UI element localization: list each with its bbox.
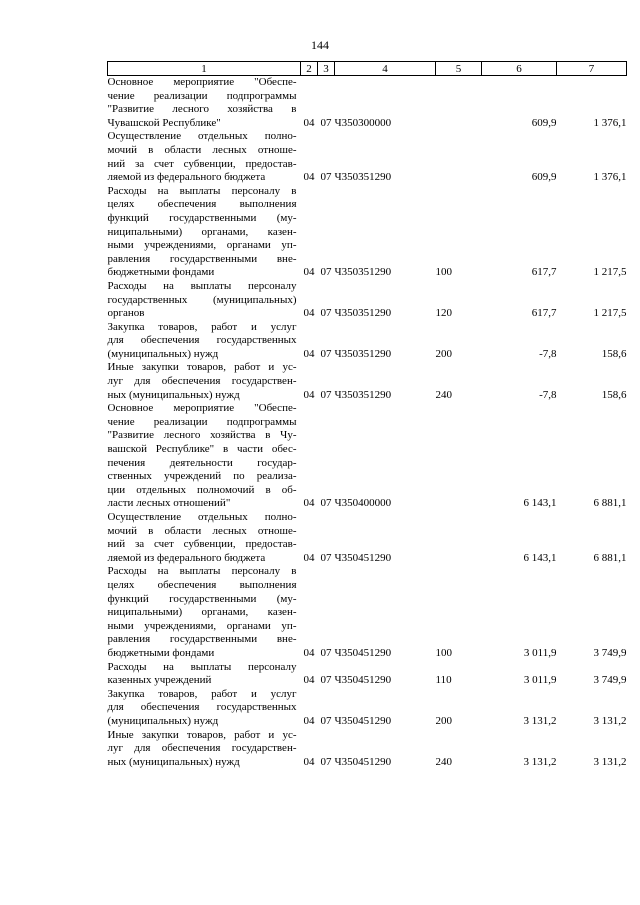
target-item-code: Ч350351290 <box>334 347 392 360</box>
description-line: Расходы на выплаты персоналу в <box>107 565 297 578</box>
section-code: 04 <box>303 674 315 687</box>
description-line: бюджетными фондами <box>107 646 215 659</box>
target-item-code: Ч350351290 <box>334 266 392 279</box>
section-code: 04 <box>303 116 315 129</box>
expense-type-code: 200 <box>435 714 452 727</box>
description-line: ных (муниципальных) нужд <box>107 388 240 401</box>
table-row <box>108 565 627 660</box>
description-line: Чувашской Республике" <box>107 116 221 129</box>
table-body <box>108 76 627 770</box>
amount-1: 3 131,2 <box>523 755 557 768</box>
amount-2: 6 881,1 <box>593 551 627 564</box>
row-description <box>108 361 301 402</box>
table-row <box>108 661 627 688</box>
amount-1: 609,9 <box>531 171 557 184</box>
row-description <box>108 688 301 729</box>
amount-2: 3 131,2 <box>593 755 627 768</box>
amount-2: 6 881,1 <box>593 497 627 510</box>
description-line: Иные закупки товаров, работ и ус- <box>107 361 297 374</box>
description-line: чение реализации подпрограммы <box>107 415 297 428</box>
description-line: Расходы на выплаты персоналу в <box>107 184 297 197</box>
subsection-code: 07 <box>320 266 332 279</box>
expense-type-code: 100 <box>435 266 452 279</box>
description-line: органов <box>107 307 145 320</box>
description-line: ляемой из федерального бюджета <box>107 551 266 564</box>
subsection-code: 07 <box>320 551 332 564</box>
subsection-code: 07 <box>320 388 332 401</box>
description-line: ственных учреждений по реализа- <box>107 470 297 483</box>
target-item-code: Ч350451290 <box>334 714 392 727</box>
amount-1: 6 143,1 <box>523 497 557 510</box>
subsection-code: 07 <box>320 714 332 727</box>
table-row <box>108 185 627 280</box>
amount-1: -7,8 <box>539 347 557 360</box>
description-line: ний за счет субвенции, предостав- <box>107 157 297 170</box>
expense-type-code: 240 <box>435 755 452 768</box>
description-line: для обеспечения государственных <box>107 334 297 347</box>
description-line: луг для обеспечения государствен- <box>107 375 297 388</box>
subsection-code: 07 <box>320 646 332 659</box>
expense-type-code: 240 <box>435 388 452 401</box>
row-description <box>108 511 301 565</box>
table-row <box>108 688 627 729</box>
description-line: бюджетными фондами <box>107 266 215 279</box>
amount-2: 158,6 <box>601 347 627 360</box>
description-line: ласти лесных отношений" <box>107 497 231 510</box>
subsection-code: 07 <box>320 307 332 320</box>
page-number: 144 <box>311 38 329 52</box>
description-line: ниципальными) органами, казен- <box>107 606 297 619</box>
section-code: 04 <box>303 755 315 768</box>
description-line: Расходы на выплаты персоналу <box>107 279 297 292</box>
section-code: 04 <box>303 388 315 401</box>
row-description <box>108 280 301 321</box>
description-line: равления государственными вне- <box>107 633 297 646</box>
amount-1: 3 011,9 <box>523 674 557 687</box>
column-header-section: 2 <box>301 62 318 76</box>
column-header-expense-type: 5 <box>436 62 482 76</box>
row-description <box>108 661 301 688</box>
section-code: 04 <box>303 551 315 564</box>
column-header-amount-1: 6 <box>482 62 557 76</box>
column-header-amount-2: 7 <box>557 62 627 76</box>
row-description <box>108 565 301 660</box>
expense-type-code <box>436 402 482 511</box>
description-line: "Развитие лесного хозяйства в <box>107 103 297 116</box>
table-row <box>108 280 627 321</box>
description-line: ции отдельных полномочий в об- <box>107 483 297 496</box>
expense-type-code: 100 <box>435 646 452 659</box>
description-line: целях обеспечения выполнения <box>107 578 297 591</box>
row-description <box>108 185 301 280</box>
subsection-code: 07 <box>320 674 332 687</box>
amount-2: 3 131,2 <box>593 714 627 727</box>
table-row <box>108 130 627 184</box>
description-line: Закупка товаров, работ и услуг <box>107 687 297 700</box>
expense-type-code: 110 <box>435 674 452 687</box>
description-line: вашской Республике" в части обес- <box>107 443 297 456</box>
description-line: Основное мероприятие "Обеспе- <box>107 402 297 415</box>
description-line: Осуществление отдельных полно- <box>107 130 297 143</box>
target-item-code: Ч350451290 <box>334 551 392 564</box>
amount-2: 1 376,1 <box>593 171 627 184</box>
description-line: "Развитие лесного хозяйства в Чу- <box>107 429 297 442</box>
description-line: (муниципальных) нужд <box>107 347 219 360</box>
description-line: ниципальными) органами, казен- <box>107 225 297 238</box>
description-line: луг для обеспечения государствен- <box>107 742 297 755</box>
budget-table <box>107 61 627 769</box>
target-item-code: Ч350451290 <box>334 674 392 687</box>
row-description <box>108 321 301 362</box>
amount-1: 6 143,1 <box>523 551 557 564</box>
table-row <box>108 321 627 362</box>
description-line: ний за счет субвенции, предостав- <box>107 538 297 551</box>
target-item-code: Ч350351290 <box>334 171 392 184</box>
amount-2: 158,6 <box>601 388 627 401</box>
description-line: мочий в области лесных отноше- <box>107 143 297 156</box>
description-line: функций государственными (му- <box>107 592 297 605</box>
target-item-code: Ч350400000 <box>334 497 392 510</box>
target-item-code: Ч350451290 <box>334 646 392 659</box>
description-line: чение реализации подпрограммы <box>107 89 297 102</box>
column-header-description: 1 <box>108 62 301 76</box>
description-line: ляемой из федерального бюджета <box>107 171 266 184</box>
target-item-code: Ч350351290 <box>334 388 392 401</box>
row-description <box>108 402 301 511</box>
expense-type-code <box>436 76 482 131</box>
table-row <box>108 511 627 565</box>
expense-type-code: 120 <box>435 307 452 320</box>
description-line: ными учреждениями, органами уп- <box>107 619 297 632</box>
section-code: 04 <box>303 347 315 360</box>
description-line: казенных учреждений <box>107 674 212 687</box>
section-code: 04 <box>303 714 315 727</box>
amount-1: 3 011,9 <box>523 646 557 659</box>
section-code: 04 <box>303 266 315 279</box>
description-line: печения деятельности государ- <box>107 456 297 469</box>
section-code: 04 <box>303 646 315 659</box>
amount-2: 1 376,1 <box>593 116 627 129</box>
description-line: функций государственными (му- <box>107 211 297 224</box>
target-item-code: Ч350351290 <box>334 307 392 320</box>
description-line: для обеспечения государственных <box>107 701 297 714</box>
expense-type-code <box>436 511 482 565</box>
description-line: Иные закупки товаров, работ и ус- <box>107 728 297 741</box>
description-line: ными учреждениями, органами уп- <box>107 239 297 252</box>
subsection-code: 07 <box>320 171 332 184</box>
amount-2: 1 217,5 <box>593 307 627 320</box>
target-item-code: Ч350451290 <box>334 755 392 768</box>
table-row <box>108 729 627 770</box>
table-row <box>108 402 627 511</box>
description-line: целях обеспечения выполнения <box>107 198 297 211</box>
description-line: ных (муниципальных) нужд <box>107 755 240 768</box>
expense-type-code: 200 <box>435 347 452 360</box>
description-line: мочий в области лесных отноше- <box>107 524 297 537</box>
description-line: равления государственными вне- <box>107 252 297 265</box>
amount-1: -7,8 <box>539 388 557 401</box>
description-line: Закупка товаров, работ и услуг <box>107 320 297 333</box>
amount-2: 3 749,9 <box>593 674 627 687</box>
row-description <box>108 130 301 184</box>
section-code: 04 <box>303 307 315 320</box>
description-line: Расходы на выплаты персоналу <box>107 660 297 673</box>
subsection-code: 07 <box>320 347 332 360</box>
row-description <box>108 76 301 131</box>
subsection-code: 07 <box>320 497 332 510</box>
column-header-target-item: 4 <box>335 62 436 76</box>
amount-2: 3 749,9 <box>593 646 627 659</box>
subsection-code: 07 <box>320 755 332 768</box>
amount-1: 617,7 <box>531 307 557 320</box>
amount-2: 1 217,5 <box>593 266 627 279</box>
table-header-row <box>108 62 627 76</box>
expense-type-code <box>436 130 482 184</box>
amount-1: 617,7 <box>531 266 557 279</box>
subsection-code: 07 <box>320 116 332 129</box>
section-code: 04 <box>303 171 315 184</box>
description-line: Осуществление отдельных полно- <box>107 511 297 523</box>
description-line: государственных (муниципальных) <box>107 293 297 306</box>
target-item-code: Ч350300000 <box>334 116 392 129</box>
row-description <box>108 729 301 770</box>
table-row <box>108 76 627 131</box>
table-row <box>108 361 627 402</box>
column-header-subsection: 3 <box>318 62 335 76</box>
description-line: (муниципальных) нужд <box>107 714 219 727</box>
amount-1: 3 131,2 <box>523 714 557 727</box>
amount-1: 609,9 <box>531 116 557 129</box>
section-code: 04 <box>303 497 315 510</box>
description-line: Основное мероприятие "Обеспе- <box>107 76 297 88</box>
